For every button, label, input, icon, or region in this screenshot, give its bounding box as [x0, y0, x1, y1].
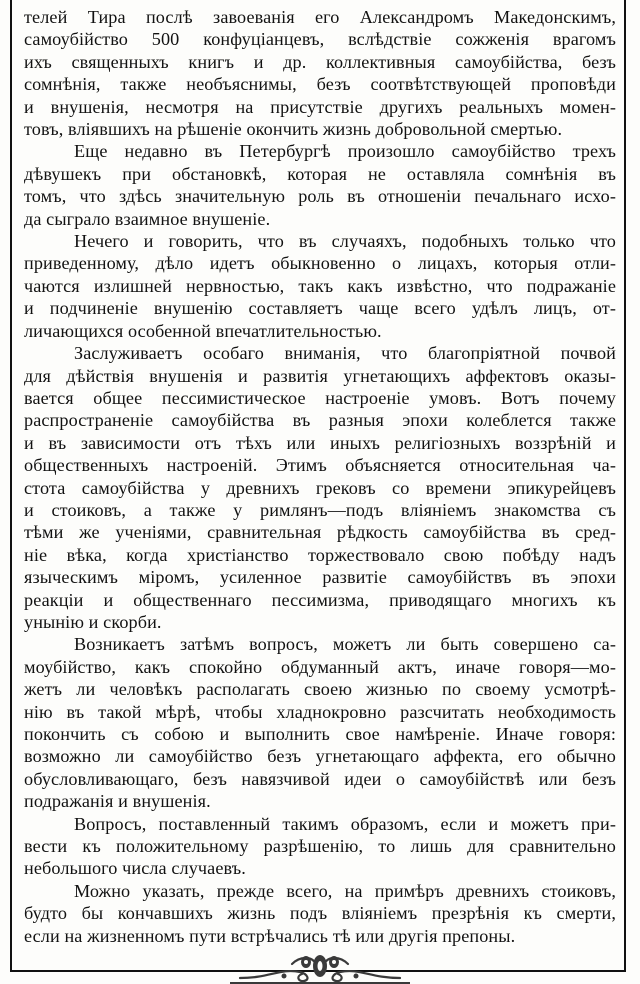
text-line: покончить съ собою и выполнить свое намѣреніе. Иначе говоря:	[24, 724, 616, 744]
floral-ornament-icon	[230, 950, 410, 984]
paragraph	[24, 633, 616, 812]
text-line: общественныхъ настроеній. Этимъ объясняется относительная ча-	[24, 455, 616, 476]
text-line: вести къ положительному разрѣшенію, то лишь для сравнительно	[24, 836, 616, 857]
text-line: подражанія и внушенія.	[24, 791, 211, 812]
text-line: реакціи и общественнаго пессимизма, приводящаго многихъ къ	[24, 589, 616, 610]
text-line: тѣми же ученіями, сравнительная рѣдкость самоубійства въ сред-	[24, 522, 616, 543]
text-line: и въ зависимости отъ тѣхъ или иныхъ религіозныхъ воззрѣній и	[24, 432, 616, 453]
text-line: и внушенія, несмотря на присутствіе другихъ реальныхъ момен-	[24, 96, 616, 117]
text-line: для дѣйствія внушенія и развитія угнетающихъ аффектовъ оказы-	[24, 365, 616, 386]
paragraph	[24, 230, 616, 342]
text-line: языческимъ міромъ, усиленное развитіе самоубійствъ въ эпохи	[24, 567, 616, 588]
paragraph	[24, 6, 616, 140]
text-line: и стоиковъ, а также у римлянъ—подъ вліяніемъ знакомства съ	[24, 499, 616, 520]
text-line: и подчиненіе внушенію составляетъ чаще всего удѣлъ лицъ, от-	[24, 298, 616, 319]
text-line: личающихся особенной впечатлительностью.	[24, 320, 382, 341]
paragraph	[24, 880, 616, 947]
paragraph	[24, 342, 616, 633]
text-line: Нечего и говорить, что въ случаяхъ, подобныхъ только что	[74, 231, 616, 252]
text-line: Заслуживаетъ особаго вниманія, что благопріятной почвой	[74, 343, 616, 364]
text-line: томъ, что здѣсь значительную роль въ отношеніи печальнаго исхо-	[24, 186, 616, 207]
text-line: приведенному, дѣло идетъ обыкновенно о лицахъ, которыя отли-	[24, 253, 616, 274]
text-line: телей Тира послѣ завоеванія его Александромъ Македонскимъ,	[24, 7, 616, 27]
text-line: самоубійство 500 конфуціанцевъ, вслѣдствіе сожженія врагомъ	[24, 29, 616, 50]
text-line: вается общее пессимистическое настроеніе умовъ. Вотъ почему	[24, 387, 616, 408]
paragraph	[24, 813, 616, 880]
text-line: небольшого числа случаевъ.	[24, 858, 246, 879]
text-line: ихъ священныхъ книгъ и др. коллективныя самоубійства, безъ	[24, 51, 616, 72]
text-line: если на жизненномъ пути встрѣчались тѣ или другія препоны.	[24, 925, 516, 946]
text-line: распространеніе самоубійства въ разныя эпохи колеблется также	[24, 410, 616, 431]
text-line: будто бы кончавшихъ жизнь подъ вліяніемъ презрѣнія къ смерти,	[24, 903, 616, 924]
text-line: да сыграло взаимное внушеніе.	[24, 208, 271, 229]
text-line: дѣвушекъ при обстановкѣ, которая не оставляла сомнѣнія въ	[24, 163, 616, 184]
text-line: сомнѣнія, также необъяснимы, безъ соотвѣтствующей проповѣди	[24, 74, 616, 95]
text-line: чаются излишней нервностью, такъ какъ извѣстно, что подражаніе	[24, 275, 616, 296]
text-line: Еще недавно въ Петербургѣ произошло самоубійство трехъ	[74, 141, 616, 162]
text-line: моубійство, какъ спокойно обдуманный актъ, иначе говоря—мо-	[24, 656, 616, 677]
text-line: унынію и скорби.	[24, 611, 162, 632]
text-line: Возникаетъ затѣмъ вопросъ, можетъ ли быть совершено са-	[74, 634, 616, 655]
body-text	[24, 6, 616, 947]
text-line: Можно указать, прежде всего, на примѣръ древнихъ стоиковъ,	[74, 880, 616, 901]
text-line: жетъ ли человѣкъ располагать своею жизнью по своему усмотрѣ-	[24, 679, 616, 700]
text-line: возможно ли самоубійство безъ угнетающаго аффекта, его обычно	[24, 746, 616, 767]
text-line: обусловливающаго, безъ навязчивой идеи о самоубійствѣ или безъ	[24, 768, 616, 789]
text-line: ніе вѣка, когда христіанство торжествовало свою побѣду надъ	[24, 544, 616, 565]
text-line: Вопросъ, поставленный такимъ образомъ, если и можетъ при-	[74, 813, 616, 834]
text-line: нію въ такой мѣрѣ, чтобы хладнокровно разсчитать необходимость	[24, 701, 616, 722]
text-line: товъ, вліявшихъ на рѣшеніе окончить жизнь добровольной смертью.	[24, 119, 563, 140]
paragraph	[24, 140, 616, 230]
text-line: стота самоубійства у древнихъ грековъ со времени эпикурейцевъ	[24, 477, 616, 498]
